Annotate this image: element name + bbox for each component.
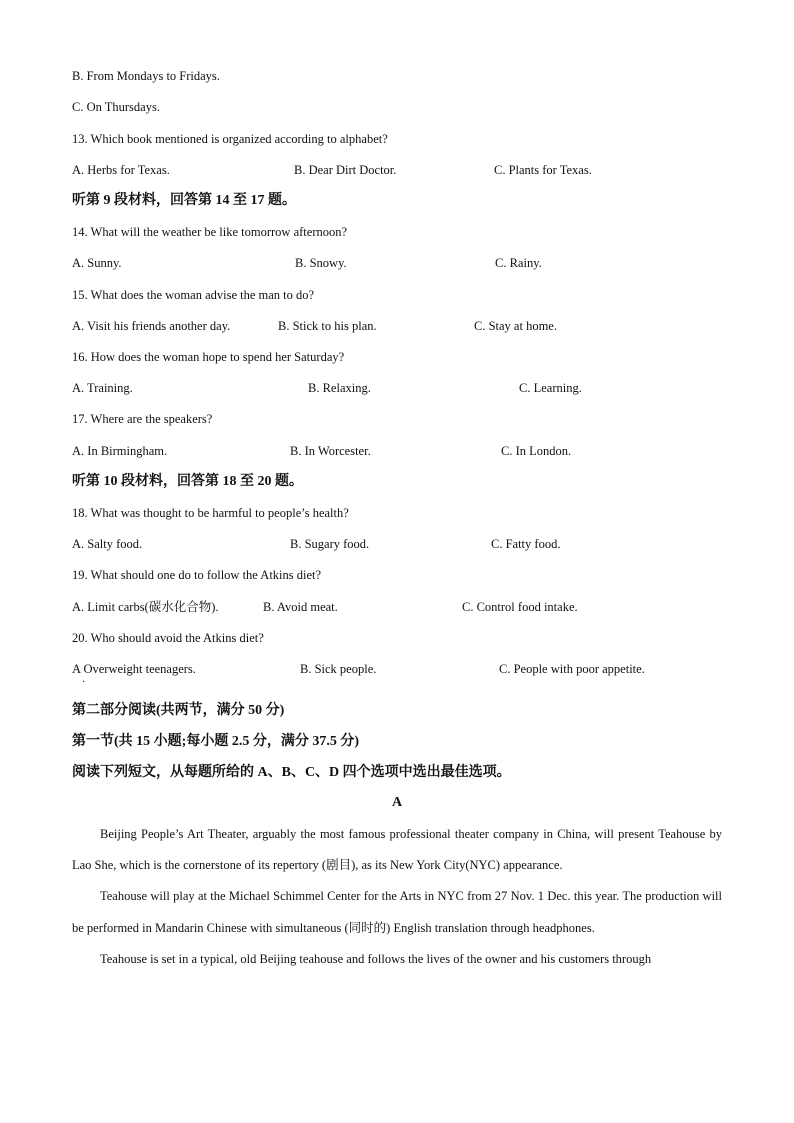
option-line: C. On Thursdays. [72,100,160,114]
q18-option-c: C. Fatty food. [491,537,561,551]
q17-option-a: A. In Birmingham. [72,444,168,458]
q14-option-a: A. Sunny. [72,256,122,270]
instructions: 阅读下列短文，从每题所给的 A、B、C、D 四个选项中选出最佳选项。 [72,765,511,780]
q19-option-a: A. Limit carbs(碳水化合物). [72,600,219,614]
section-heading-9: 听第 9 段材料，回答第 14 至 17 题。 [72,193,296,208]
q16-option-b: B. Relaxing. [308,381,371,395]
q13-option-b: B. Dear Dirt Doctor. [294,163,397,177]
q13-option-c: C. Plants for Texas. [494,163,592,177]
question-20: 20. Who should avoid the Atkins diet? [72,631,264,645]
question-19: 19. What should one do to follow the Atkins diet? [72,568,322,582]
question-16: 16. How does the woman hope to spend her Saturday? [72,350,345,364]
q16-option-a: A. Training. [72,381,133,395]
passage-title: A [391,795,403,810]
q15-option-c: C. Stay at home. [474,319,557,333]
q17-option-c: C. In London. [501,444,572,458]
q15-option-a: A. Visit his friends another day. [72,319,231,333]
question-15: 15. What does the woman advise the man to do? [72,288,315,302]
q15-option-b: B. Stick to his plan. [278,319,377,333]
question-13: 13. Which book mentioned is organized according to alphabet? [72,132,388,146]
q18-option-b: B. Sugary food. [290,537,370,551]
question-17: 17. Where are the speakers? [72,412,213,426]
question-14: 14. What will the weather be like tomorrow afternoon? [72,225,348,239]
part-two-heading: 第二部分阅读(共两节，满分 50 分) [72,703,285,718]
section-heading-10: 听第 10 段材料，回答第 18 至 20 题。 [72,474,303,489]
question-18: 18. What was thought to be harmful to people’s health? [72,506,349,520]
q17-option-b: B. In Worcester. [290,444,371,458]
q19-option-c: C. Control food intake. [462,600,578,614]
q14-option-c: C. Rainy. [495,256,542,270]
q14-option-b: B. Snowy. [295,256,347,270]
paragraph-1: Beijing People’s Art Theater, arguably the most famous professional theater company in China, will present Teahouse by Lao She, which is the cornerstone of its repertory (剧目), as its New York City(NYC) appearance. [72,827,722,873]
option-line: B. From Mondays to Fridays. [72,69,220,83]
paragraph-3: Teahouse is set in a typical, old Beijing teahouse and follows the lives of the owner and his customers through [100,951,652,966]
q19-option-b: B. Avoid meat. [263,600,338,614]
q20-option-b: B. Sick people. [300,662,377,676]
q18-option-a: A. Salty food. [72,537,143,551]
q16-option-c: C. Learning. [519,381,582,395]
section-one-heading: 第一节(共 15 小题;每小题 2.5 分，满分 37.5 分) [72,734,359,749]
passage-body [72,819,722,975]
q20-option-a: A Overweight teenagers. [72,662,196,676]
q20-option-c: C. People with poor appetite. [499,662,645,676]
stray-mark: · [82,677,86,688]
q13-option-a: A. Herbs for Texas. [72,163,170,177]
paragraph-2: Teahouse will play at the Michael Schimmel Center for the Arts in NYC from 27 Nov. 1 Dec. this year. The production will be performed in Mandarin Chinese with simultaneous (同时的) English translation through headphones. [72,889,722,935]
